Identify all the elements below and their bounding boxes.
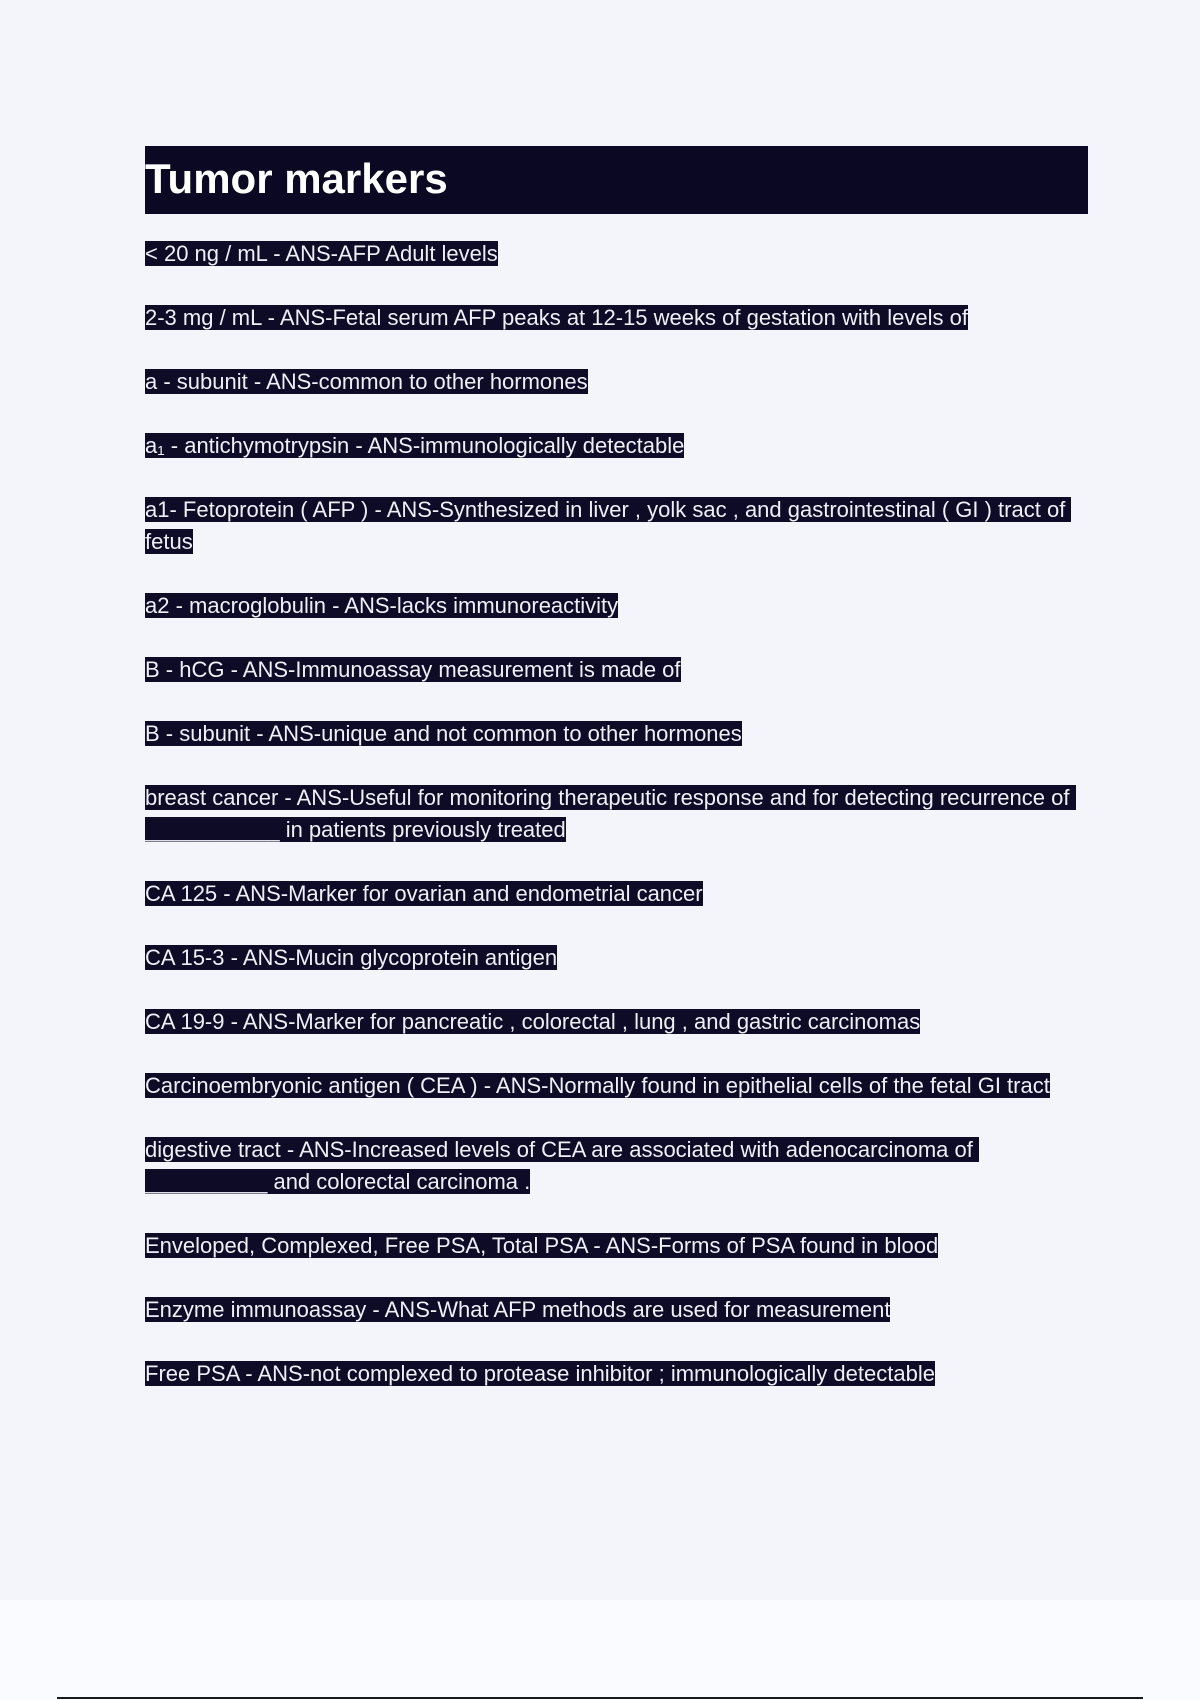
title-banner bbox=[145, 146, 1088, 214]
list-item bbox=[145, 1294, 1085, 1326]
entry-text: digestive tract - ANS-Increased levels of CEA are associated with adenocarcinoma of __________ and colorectal carcinoma . bbox=[145, 1137, 979, 1194]
entry-text: a - subunit - ANS-common to other hormones bbox=[145, 369, 588, 394]
entry-text: a2 - macroglobulin - ANS-lacks immunoreactivity bbox=[145, 593, 619, 618]
list-item bbox=[145, 654, 1085, 686]
entry-text: Enveloped, Complexed, Free PSA, Total PSA - ANS-Forms of PSA found in blood bbox=[145, 1233, 939, 1258]
list-item bbox=[145, 1230, 1085, 1262]
entry-text: B - subunit - ANS-unique and not common to other hormones bbox=[145, 721, 742, 746]
entry-text: Free PSA - ANS-not complexed to protease inhibitor ; immunologically detectable bbox=[145, 1361, 935, 1386]
entry-text: 2-3 mg / mL - ANS-Fetal serum AFP peaks at 12-15 weeks of gestation with levels of bbox=[145, 305, 968, 330]
page-title: Tumor markers bbox=[145, 155, 448, 202]
list-item bbox=[145, 782, 1085, 846]
footer-divider bbox=[57, 1697, 1143, 1699]
list-item bbox=[145, 590, 1085, 622]
entry-text: CA 19-9 - ANS-Marker for pancreatic , colorectal , lung , and gastric carcinomas bbox=[145, 1009, 921, 1034]
entry-text: CA 125 - ANS-Marker for ovarian and endometrial cancer bbox=[145, 881, 703, 906]
list-item bbox=[145, 1358, 1085, 1390]
list-item bbox=[145, 718, 1085, 750]
entry-text: breast cancer - ANS-Useful for monitoring therapeutic response and for detecting recurrence of ___________ in patients previously treated bbox=[145, 785, 1076, 842]
list-item bbox=[145, 1070, 1085, 1102]
entry-text: < 20 ng / mL - ANS-AFP Adult levels bbox=[145, 241, 498, 266]
list-item bbox=[145, 366, 1085, 398]
entry-text: Enzyme immunoassay - ANS-What AFP methods are used for measurement bbox=[145, 1297, 891, 1322]
entry-text: a₁ - antichymotrypsin - ANS-immunologically detectable bbox=[145, 433, 685, 458]
list-item bbox=[145, 1134, 1085, 1198]
entry-text: CA 15-3 - ANS-Mucin glycoprotein antigen bbox=[145, 945, 558, 970]
list-item bbox=[145, 494, 1085, 558]
list-item bbox=[145, 302, 1085, 334]
entry-text: Carcinoembryonic antigen ( CEA ) - ANS-Normally found in epithelial cells of the fetal GI tract bbox=[145, 1073, 1050, 1098]
entry-list bbox=[145, 238, 1085, 1422]
entry-text: a1- Fetoprotein ( AFP ) - ANS-Synthesized in liver , yolk sac , and gastrointestinal ( GI ) tract of fetus bbox=[145, 497, 1072, 554]
list-item bbox=[145, 878, 1085, 910]
list-item bbox=[145, 430, 1085, 462]
list-item bbox=[145, 1006, 1085, 1038]
list-item bbox=[145, 238, 1085, 270]
entry-text: B - hCG - ANS-Immunoassay measurement is made of bbox=[145, 657, 681, 682]
list-item bbox=[145, 942, 1085, 974]
